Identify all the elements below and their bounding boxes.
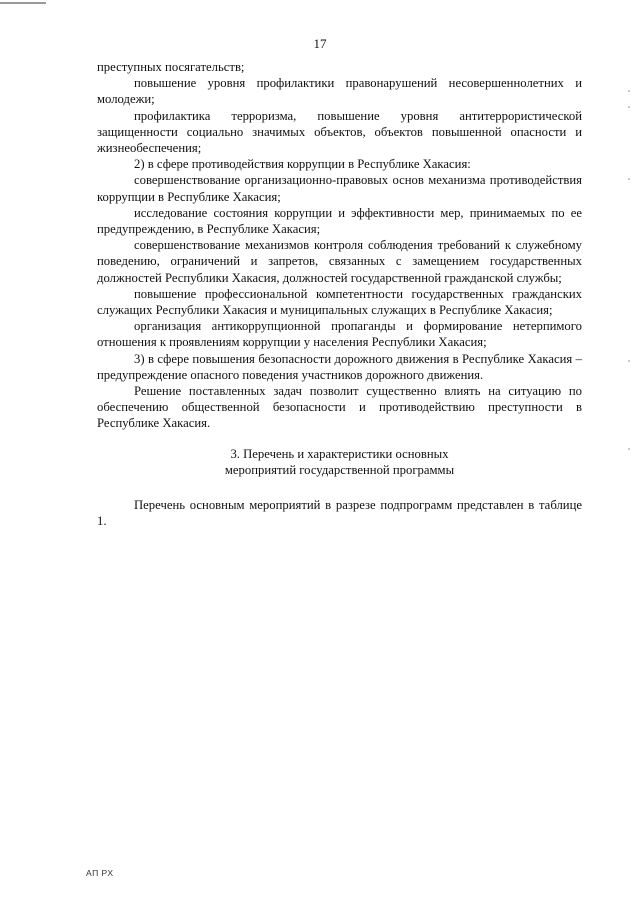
footer-mark: АП РХ	[86, 868, 114, 878]
paragraph: профилактика терроризма, повышение уровня антитеррористической защищенности социально значимых объектов, объектов повышенной опасности и жизнеобеспечения;	[97, 108, 582, 156]
paragraph: совершенствование механизмов контроля соблюдения требований к служебному поведению, ограничений и запретов, связанных с замещением государственных должностей Республики Хакасия, должностей государственной гражданской службы;	[97, 238, 582, 285]
scan-edge-dots	[624, 60, 636, 500]
paragraph: организация антикоррупционной пропаганды и формирование нетерпимого отношения к проявлениям коррупции у населения Республики Хакасия;	[97, 319, 582, 350]
closing-paragraph: Перечень основным мероприятий в разрезе подпрограмм представлен в таблице 1.	[97, 498, 582, 529]
paragraph: преступных посягательств;	[97, 60, 245, 74]
section-heading-line-2: мероприятий государственной программы	[224, 462, 455, 477]
paragraph: исследование состояния коррупции и эффективности мер, принимаемых по ее предупреждению, в Республике Хакасия;	[97, 205, 582, 237]
paragraph: совершенствование организационно-правовых основ механизма противодействия коррупции в Республике Хакасия;	[97, 173, 582, 204]
paragraph: повышение профессиональной компетентности государственных гражданских служащих Республики Хакасия и муниципальных служащих в Республике Хакасия;	[97, 286, 582, 318]
document-body	[97, 59, 582, 529]
section-heading	[97, 446, 582, 478]
scan-corner-mark	[0, 2, 46, 4]
paragraph: повышение уровня профилактики правонарушений несовершеннолетних и молодежи;	[97, 76, 582, 107]
section-heading-line-1: 3. Перечень и характеристики основных	[230, 446, 449, 461]
paragraph: 3) в сфере повышения безопасности дорожного движения в Республике Хакасия – предупреждение опасного поведения участников дорожного движения.	[97, 351, 582, 382]
paragraph: 2) в сфере противодействия коррупции в Республике Хакасия:	[134, 157, 471, 172]
page-number: 17	[313, 36, 327, 51]
paragraph: Решение поставленных задач позволит существенно влиять на ситуацию по обеспечению общественной безопасности и противодействию преступности в Республике Хакасия.	[97, 384, 582, 431]
